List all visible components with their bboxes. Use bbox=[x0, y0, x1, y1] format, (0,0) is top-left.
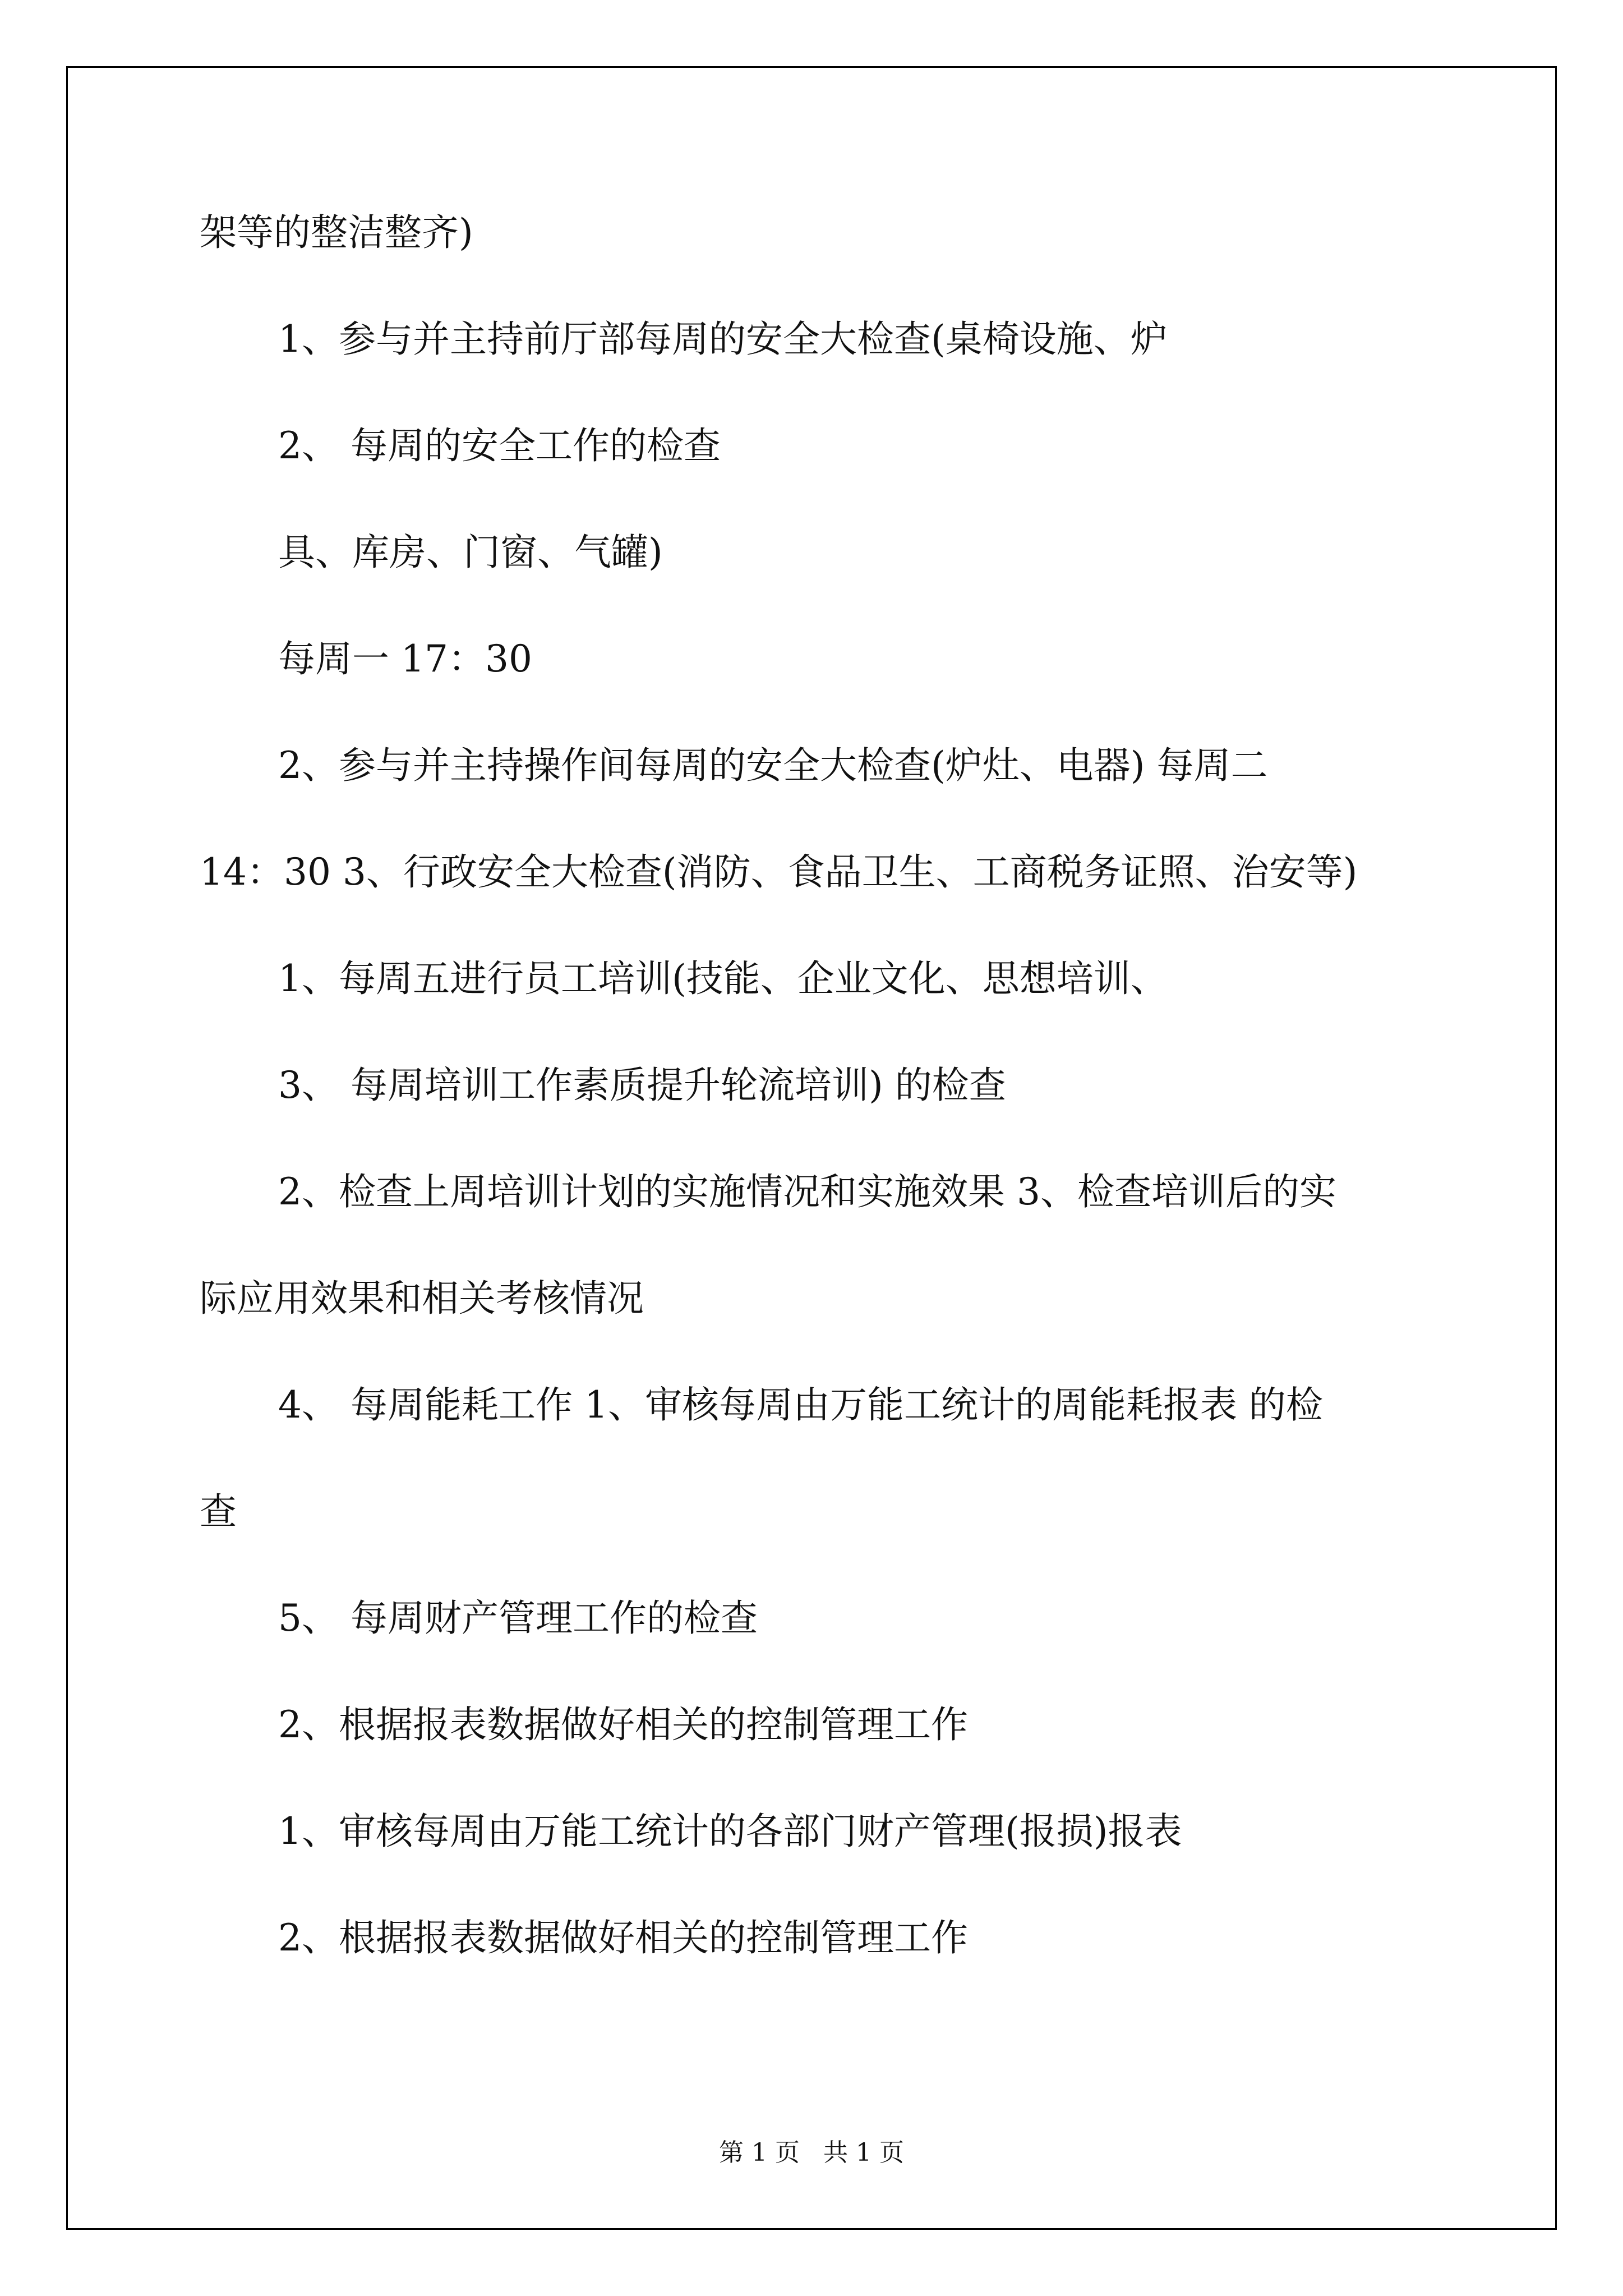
text-line-12: 4、 每周能耗工作 1、审核每周由万能工统计的周能耗报表 的检 bbox=[278, 1383, 1323, 1427]
text-line-1: 架等的整洁整齐) bbox=[200, 211, 473, 254]
text-line-2: 1、参与并主持前厅部每周的安全大检查(桌椅设施、炉 bbox=[278, 318, 1168, 361]
text-line-10: 2、检查上周培训计划的实施情况和实施效果 3、检查培训后的实 bbox=[278, 1170, 1336, 1213]
text-line-13: 查 bbox=[200, 1490, 237, 1533]
text-line-8: 1、每周五进行员工培训(技能、企业文化、思想培训、 bbox=[278, 957, 1168, 1000]
page-border bbox=[66, 66, 1557, 2230]
text-line-5: 每周一 17：30 bbox=[278, 637, 532, 680]
text-line-4: 具、库房、门窗、气罐) bbox=[278, 531, 663, 574]
text-line-6: 2、参与并主持操作间每周的安全大检查(炉灶、电器) 每周二 bbox=[278, 744, 1268, 787]
text-line-14: 5、 每周财产管理工作的检查 bbox=[278, 1596, 758, 1640]
text-line-17: 2、根据报表数据做好相关的控制管理工作 bbox=[278, 1916, 968, 1959]
text-line-7: 14：30 3、行政安全大检查(消防、食品卫生、工商税务证照、治安等) bbox=[200, 850, 1358, 894]
page-footer: 第 1 页 共 1 页 bbox=[719, 2138, 904, 2167]
text-line-15: 2、根据报表数据做好相关的控制管理工作 bbox=[278, 1703, 968, 1746]
text-line-3: 2、 每周的安全工作的检查 bbox=[278, 424, 721, 467]
text-line-9: 3、 每周培训工作素质提升轮流培训) 的检查 bbox=[278, 1064, 1006, 1107]
text-line-16: 1、审核每周由万能工统计的各部门财产管理(报损)报表 bbox=[278, 1810, 1182, 1853]
text-line-11: 际应用效果和相关考核情况 bbox=[200, 1277, 644, 1320]
